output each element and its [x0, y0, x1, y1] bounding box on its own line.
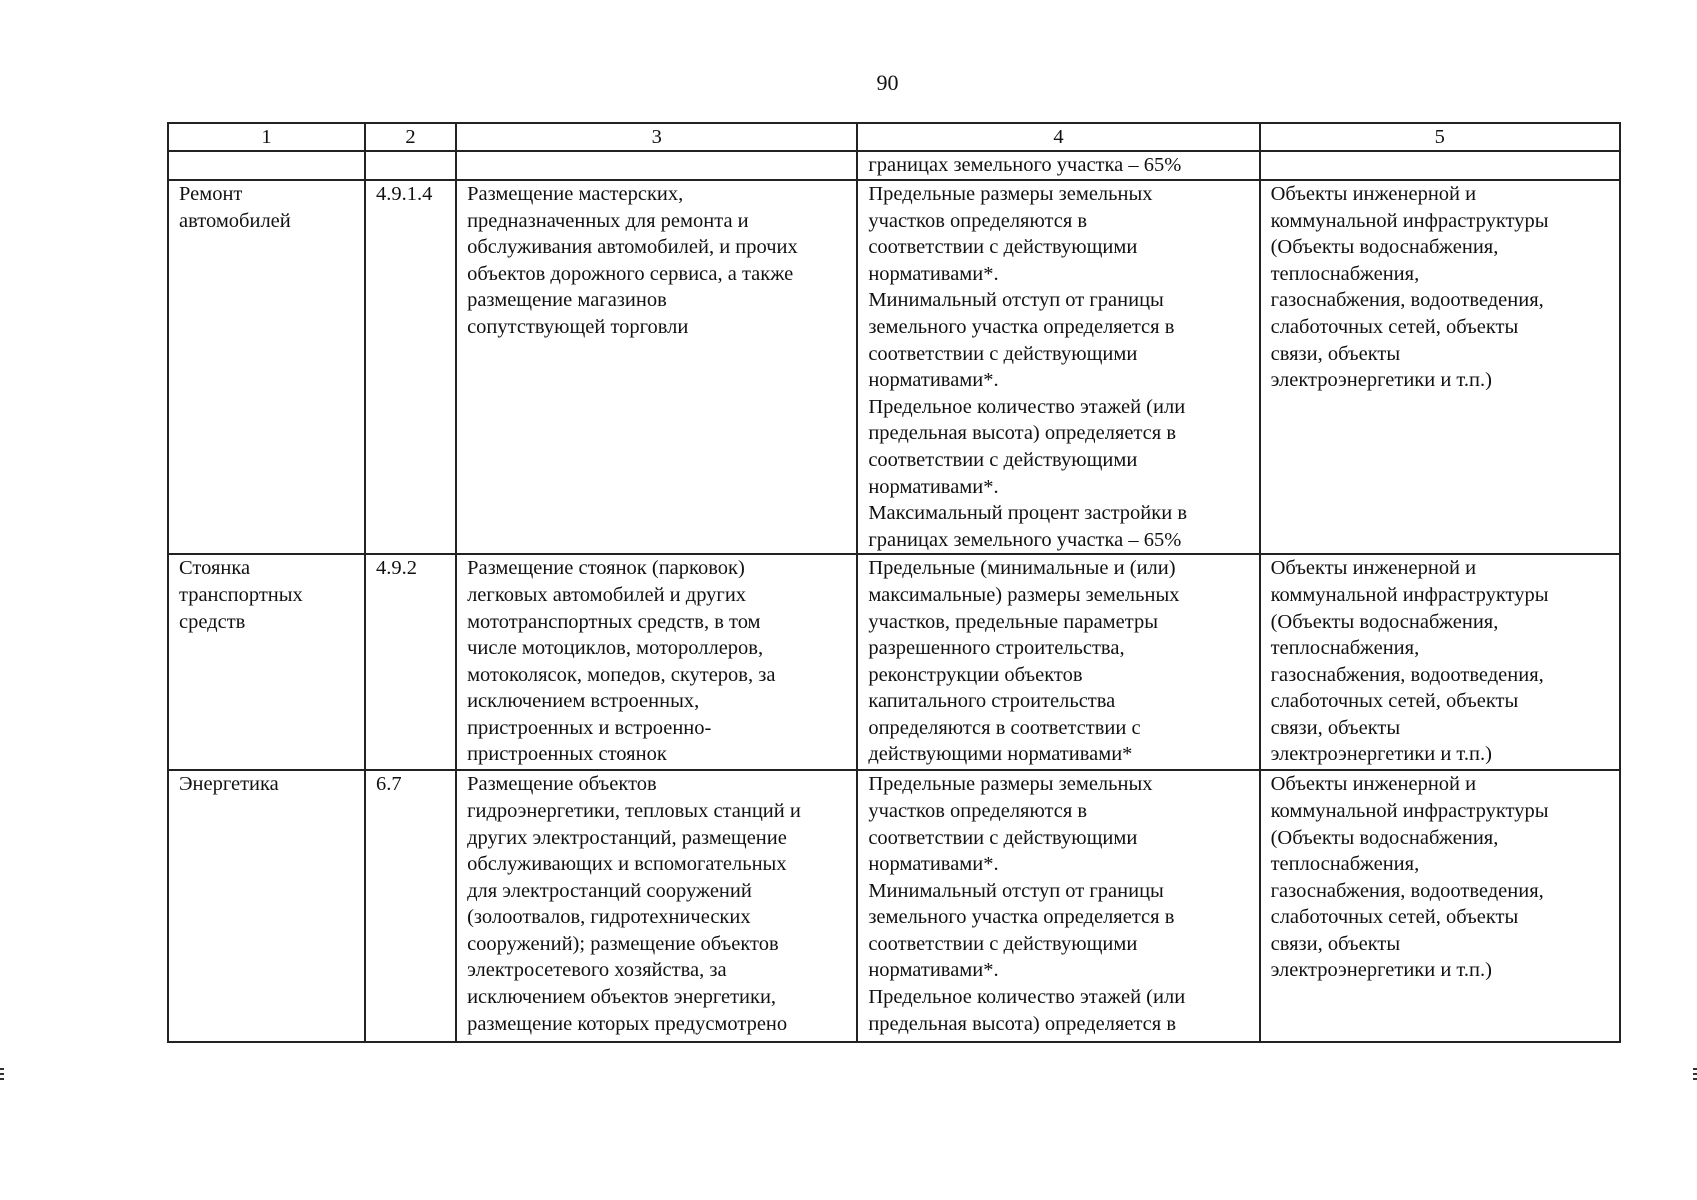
- use-type-name: Стоянка транспортных средств: [168, 554, 365, 770]
- empty-cell: [365, 151, 456, 180]
- column-number-3: 3: [456, 123, 857, 151]
- use-type-name: Ремонт автомобилей: [168, 180, 365, 554]
- table-row: [168, 554, 1620, 770]
- land-use-table: [167, 122, 1621, 1043]
- table-header-row: [168, 123, 1620, 151]
- empty-cell: [456, 151, 857, 180]
- use-type-auxiliary: Объекты инженерной и коммунальной инфраструктуры (Объекты водоснабжения, теплоснабжения, газоснабжения, водоотведения, слаботочных сетей, объекты связи, объекты электроэнергетики и т.п.): [1260, 554, 1620, 770]
- use-type-description: Размещение мастерских, предназначенных для ремонта и обслуживания автомобилей, и прочих объектов дорожного сервиса, а также размещение магазинов сопутствующей торговли: [456, 180, 857, 554]
- use-type-auxiliary: Объекты инженерной и коммунальной инфраструктуры (Объекты водоснабжения, теплоснабжения, газоснабжения, водоотведения, слаботочных сетей, объекты связи, объекты электроэнергетики и т.п.): [1260, 180, 1620, 554]
- use-type-code: 4.9.1.4: [365, 180, 456, 554]
- use-type-description: Размещение объектов гидроэнергетики, тепловых станций и других электростанций, размещение обслуживающих и вспомогательных для электростанций сооружений (золоотвалов, гидротехнических сооружений); размещение объектов электросетевого хозяйства, за исключением объектов энергетики, размещение которых предусмотрено: [456, 770, 857, 1042]
- use-type-code: 6.7: [365, 770, 456, 1042]
- column-number-4: 4: [857, 123, 1259, 151]
- use-type-parameters: Предельные (минимальные и (или) максимальные) размеры земельных участков, предельные параметры разрешенного строительства, реконструкции объектов капитального строительства определяются в соответствии с действующими нормативами*: [857, 554, 1259, 770]
- use-type-code: 4.9.2: [365, 554, 456, 770]
- use-type-parameters: Предельные размеры земельных участков определяются в соответствии с действующими нормативами*. Минимальный отступ от границы земельного участка определяется в соответствии с действующими нормативами*. Предельное количество этажей (или предельная высота) определяется в соответствии с действующими нормативами*. Максимальный процент застройки в границах земельного участка – 65%: [857, 180, 1259, 554]
- page-number: 90: [876, 70, 899, 95]
- column-number-5: 5: [1260, 123, 1620, 151]
- column-number-1: 1: [168, 123, 365, 151]
- continuation-row: [168, 151, 1620, 180]
- continuation-cell: границах земельного участка – 65%: [857, 151, 1259, 180]
- scan-edge-mark-right: [1693, 1068, 1697, 1082]
- empty-cell: [168, 151, 365, 180]
- empty-cell: [1260, 151, 1620, 180]
- column-number-2: 2: [365, 123, 456, 151]
- use-type-auxiliary: Объекты инженерной и коммунальной инфраструктуры (Объекты водоснабжения, теплоснабжения, газоснабжения, водоотведения, слаботочных сетей, объекты связи, объекты электроэнергетики и т.п.): [1260, 770, 1620, 1042]
- scan-edge-mark-left: [0, 1068, 4, 1082]
- use-type-description: Размещение стоянок (парковок) легковых автомобилей и других мототранспортных средств, в том числе мотоциклов, мотороллеров, мотоколясок, мопедов, скутеров, за исключением встроенных, пристроенных и встроенно- пристроенных стоянок: [456, 554, 857, 770]
- use-type-parameters: Предельные размеры земельных участков определяются в соответствии с действующими нормативами*. Минимальный отступ от границы земельного участка определяется в соответствии с действующими нормативами*. Предельное количество этажей (или предельная высота) определяется в: [857, 770, 1259, 1042]
- table-row: [168, 180, 1620, 554]
- table-row: [168, 770, 1620, 1042]
- use-type-name: Энергетика: [168, 770, 365, 1042]
